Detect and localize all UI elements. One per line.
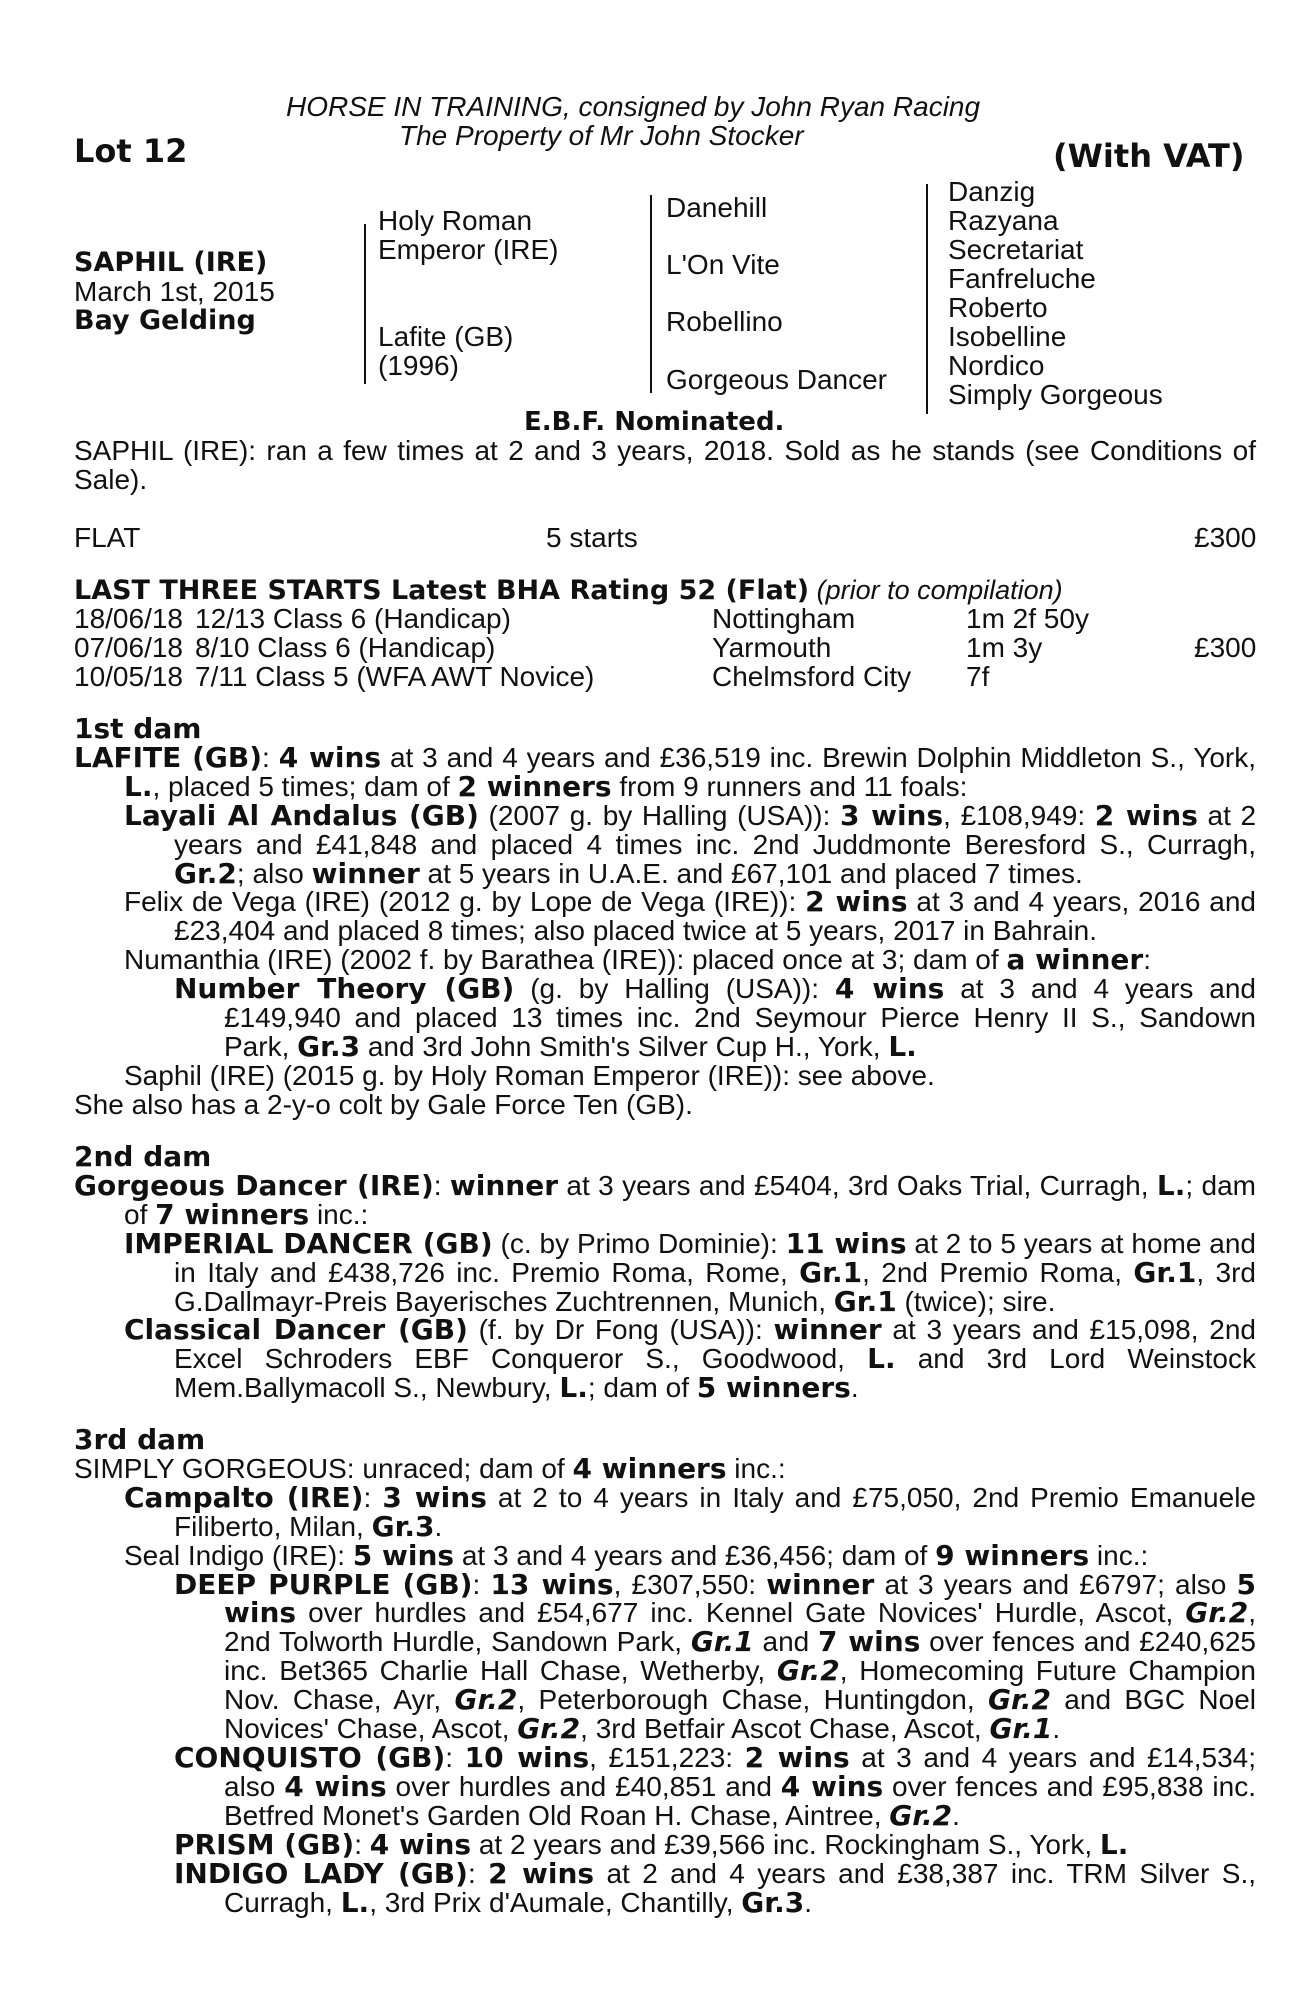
indigo-lady-name: INDIGO LADY (GB): [174, 1856, 468, 1890]
t: Gr.2: [1185, 1596, 1249, 1630]
t: Gr.2: [454, 1683, 518, 1717]
t: Gr.1: [1133, 1255, 1197, 1289]
t: Gr.1: [989, 1712, 1053, 1746]
t: L.: [124, 769, 153, 803]
start-3-date: 10/05/18: [74, 661, 183, 692]
imperial-dancer-name: IMPERIAL DANCER (GB): [124, 1226, 493, 1260]
prism-entry: [74, 1827, 1256, 1861]
t: 10 wins: [464, 1740, 590, 1774]
t: Gr.2: [517, 1712, 581, 1746]
second-dam-section: [74, 1140, 1257, 1405]
pedigree-divider-2: [650, 195, 652, 393]
t: 7 winners: [155, 1197, 310, 1231]
t: at 3 and 4 years and £36,519 inc. Brewin Dolphin Middleton S., York,: [381, 741, 1257, 773]
t: (twice); sire.: [896, 1285, 1056, 1317]
t: 11 wins: [785, 1226, 907, 1260]
lot-number: Lot 12: [74, 132, 188, 170]
t: L.: [1156, 1168, 1186, 1202]
t: 5 wins: [352, 1538, 455, 1572]
t: :: [445, 1741, 465, 1773]
classical-dancer-entry: [74, 1313, 1257, 1405]
prism-name: PRISM (GB): [174, 1827, 355, 1861]
t: Gr.1: [799, 1255, 863, 1289]
t: :: [472, 1568, 491, 1600]
t: , £108,949:: [943, 799, 1095, 831]
t: (g. by Halling (USA)):: [514, 973, 835, 1005]
last-three-note: (prior to compilation): [816, 575, 1063, 605]
t: Gr.2: [776, 1654, 840, 1688]
deep-purple-name: DEEP PURPLE (GB): [174, 1567, 473, 1601]
t: SIMPLY GORGEOUS: unraced; dam of: [74, 1452, 573, 1484]
pedigree-divider-3: [926, 184, 928, 414]
number-theory-entry: [74, 972, 1256, 1063]
t: , 3rd Betfair Ascot Chase, Ascot,: [580, 1713, 990, 1745]
t: at 3 years and £15,098, 2nd Excel Schroders EBF Conqueror S., Goodwood,: [174, 1314, 1256, 1375]
t: :: [467, 1857, 489, 1889]
t: over fences and £95,838 inc. Betfred Monet's Garden Old Roan H. Chase, Aintree,: [224, 1770, 1256, 1831]
horse-name: SAPHIL (IRE): [74, 247, 268, 278]
dam-year: (1996): [378, 350, 459, 381]
t: Gr.3: [371, 1509, 435, 1543]
t: .: [1052, 1713, 1061, 1745]
t: ; dam of: [587, 1372, 697, 1404]
start-1-course: Nottingham: [712, 603, 856, 634]
pedigree-divider-1: [364, 224, 366, 384]
dam-dam: Gorgeous Dancer: [666, 364, 888, 395]
summary-text: SAPHIL (IRE): ran a few times at 2 and 3 years, 2018. Sold as he stands (see Conditions of Sale).: [74, 435, 1256, 495]
last-three-heading: [74, 575, 1063, 606]
t: L.: [867, 1342, 896, 1376]
t: ; dam of: [124, 1169, 1257, 1230]
sire-sire: Danehill: [666, 192, 768, 223]
first-dam-section: [74, 712, 1257, 1120]
t: 3 wins: [382, 1480, 487, 1514]
also-line: She also has a 2-y-o colt by Gale Force Ten (GB).: [74, 1088, 693, 1120]
campalto-entry: [74, 1480, 1256, 1543]
last-three-title: LAST THREE STARTS Latest BHA Rating 52 (Flat): [74, 575, 810, 606]
first-dam-heading: 1st dam: [74, 712, 202, 745]
t: a winner: [1006, 943, 1144, 977]
campalto-name: Campalto (IRE): [124, 1480, 364, 1514]
t: at 3 and 4 years and £14,534; also: [224, 1741, 1257, 1802]
t: from 9 runners and 11 foals:: [611, 770, 968, 802]
t: 2 wins: [805, 885, 908, 919]
record-type: FLAT: [74, 522, 141, 553]
t: over hurdles and £54,677 inc. Kennel Gate Novices' Hurdle, Ascot,: [296, 1597, 1186, 1629]
t: inc.:: [1089, 1539, 1149, 1571]
start-3-result: 7/11 Class 5 (WFA AWT Novice): [195, 661, 595, 692]
t: L.: [340, 1885, 370, 1919]
classical-dancer-name: Classical Dancer (GB): [124, 1313, 468, 1347]
t: Gr.2: [174, 856, 237, 890]
t: Gr.3: [297, 1029, 361, 1063]
second-dam-entry: [74, 1168, 1257, 1231]
t: inc.:: [309, 1198, 369, 1230]
t: at 2 to 4 years in Italy and £75,050, 2nd Premio Emanuele Filiberto, Milan,: [174, 1481, 1256, 1542]
consignment-line: HORSE IN TRAINING, consigned by John Ryan Racing: [286, 91, 981, 122]
t: at 3 and 4 years and £36,456; dam of: [454, 1539, 936, 1571]
saphil-entry: Saphil (IRE) (2015 g. by Holy Roman Emperor (IRE)): see above.: [124, 1059, 935, 1091]
record-starts: 5 starts: [546, 522, 638, 553]
t: Gr.3: [741, 1885, 805, 1919]
t: winner: [311, 856, 420, 890]
dam-name: Lafite (GB): [378, 321, 514, 352]
t: :: [354, 1828, 370, 1860]
t: Gr.2: [889, 1798, 953, 1832]
t: 2 wins: [488, 1856, 595, 1890]
t: 4 wins: [284, 1769, 387, 1803]
t: .: [804, 1886, 812, 1918]
t: (f. by Dr Fong (USA)):: [467, 1314, 774, 1346]
third-dam-heading: 3rd dam: [74, 1423, 206, 1456]
t: , Homecoming Future Champion Nov. Chase, Ayr,: [224, 1655, 1256, 1716]
start-2-date: 07/06/18: [74, 632, 183, 663]
start-2-prize: £300: [1194, 632, 1257, 663]
gg-2: Razyana: [948, 205, 1059, 236]
start-1-result: 12/13 Class 6 (Handicap): [195, 603, 511, 634]
summary-paragraph: [74, 437, 1256, 495]
t: , Peterborough Chase, Huntingdon,: [517, 1684, 989, 1716]
horse-dob: March 1st, 2015: [74, 276, 275, 307]
t: over hurdles and £40,851 and: [386, 1770, 781, 1802]
start-1-date: 18/06/18: [74, 603, 183, 634]
t: at 2 to 5 years at home and in Italy and £438,726 inc. Premio Roma, Rome,: [174, 1227, 1257, 1288]
felix-entry: [74, 885, 1256, 947]
t: , £151,223:: [589, 1741, 745, 1773]
t: 4 wins: [278, 740, 382, 774]
t: .: [434, 1510, 443, 1542]
t: , 3rd Prix d'Aumale, Chantilly,: [369, 1886, 742, 1918]
t: at 2 and 4 years and £38,387 inc. TRM Silver S., Curragh,: [224, 1857, 1257, 1918]
t: at 3 years and £5404, 3rd Oaks Trial, Curragh,: [558, 1169, 1157, 1201]
t: Gr.1: [833, 1284, 897, 1318]
lafite-name: LAFITE (GB): [74, 740, 263, 774]
start-2-distance: 1m 3y: [966, 632, 1043, 663]
dam-sire: Robellino: [666, 306, 783, 337]
t: 4 wins: [369, 1827, 472, 1861]
conquisto-entry: [74, 1740, 1257, 1832]
first-dam-entry: [74, 740, 1257, 803]
sire-origin: Emperor (IRE): [378, 234, 559, 265]
t: (c. by Primo Dominie):: [492, 1227, 786, 1259]
t: Felix de Vega (IRE) (2012 g. by Lope de Vega (IRE)):: [124, 886, 806, 918]
t: Gr.2: [988, 1683, 1051, 1717]
third-dam-section: [74, 1423, 1257, 1919]
deep-purple-entry: [74, 1567, 1256, 1746]
t: (2007 g. by Halling (USA)):: [478, 799, 841, 831]
seal-indigo-entry: [74, 1538, 1256, 1572]
ebf-nominated: E.B.F. Nominated.: [524, 407, 785, 437]
conquisto-name: CONQUISTO (GB): [174, 1740, 446, 1774]
t: 5 winners: [696, 1371, 851, 1405]
t: ; also: [236, 857, 312, 889]
t: at 5 years in U.A.E. and £67,101 and placed 7 times.: [419, 857, 1083, 889]
t: , 2nd Premio Roma,: [862, 1256, 1134, 1288]
horse-sex: Bay Gelding: [74, 305, 256, 336]
t: 3 wins: [840, 798, 944, 832]
t: 2 winners: [457, 769, 612, 803]
start-2-course: Yarmouth: [712, 632, 832, 663]
gg-4: Fanfreluche: [948, 263, 1096, 294]
t: , placed 5 times; dam of: [152, 770, 458, 802]
imperial-dancer-entry: [74, 1226, 1257, 1318]
t: L.: [888, 1029, 917, 1063]
gg-1: Danzig: [948, 176, 1036, 207]
t: at 2 years and £41,848 and placed 4 times inc. 2nd Juddmonte Beresford S., Curragh,: [174, 799, 1257, 860]
t: Gr.1: [690, 1625, 754, 1659]
t: and: [753, 1626, 819, 1658]
t: inc.:: [726, 1452, 786, 1484]
t: at 3 years and £6797; also: [874, 1568, 1237, 1600]
t: winner: [766, 1567, 875, 1601]
gg-8: Simply Gorgeous: [948, 379, 1163, 410]
t: and 3rd Lord Weinstock Mem.Ballymacoll S., Newbury,: [174, 1343, 1257, 1404]
property-line: The Property of Mr John Stocker: [399, 120, 804, 151]
t: Numanthia (IRE) (2002 f. by Barathea (IRE)): placed once at 3; dam of: [124, 944, 1007, 976]
t: at 3 and 4 years and £149,940 and placed 13 times inc. 2nd Seymour Pierce Henry II S., Sandown Park,: [224, 973, 1256, 1062]
layali-name: Layali Al Andalus (GB): [124, 798, 479, 832]
sire-dam: L'On Vite: [666, 249, 780, 280]
t: .: [952, 1799, 960, 1831]
t: :: [433, 1169, 450, 1201]
third-dam-entry: [74, 1451, 1256, 1485]
layali-entry: [74, 798, 1257, 890]
t: .: [850, 1372, 859, 1404]
t: L.: [559, 1371, 588, 1405]
start-2-result: 8/10 Class 6 (Handicap): [195, 632, 496, 663]
t: 4 wins: [780, 1769, 884, 1803]
gorgeous-dancer-name: Gorgeous Dancer (IRE): [74, 1168, 434, 1202]
vat-label: (With VAT): [1053, 137, 1245, 175]
t: 4 winners: [572, 1451, 727, 1485]
start-3-distance: 7f: [966, 661, 990, 692]
t: , 2nd Tolworth Hurdle, Sandown Park,: [224, 1597, 1256, 1658]
t: 9 winners: [935, 1538, 1090, 1572]
start-3-course: Chelmsford City: [712, 661, 912, 692]
second-dam-heading: 2nd dam: [74, 1140, 212, 1173]
t: 2 wins: [744, 1740, 850, 1774]
t: L.: [1099, 1827, 1129, 1861]
gg-7: Nordico: [948, 350, 1045, 381]
t: 13 wins: [490, 1567, 614, 1601]
t: , 3rd G.Dallmayr-Preis Bayerisches Zuchtrennen, Munich,: [174, 1256, 1256, 1317]
t: 7 wins: [818, 1625, 921, 1659]
gg-5: Roberto: [948, 292, 1048, 323]
t: over fences and £240,625 inc. Bet365 Charlie Hall Chase, Wetherby,: [224, 1626, 1256, 1687]
t: :: [1143, 944, 1151, 976]
gg-6: Isobelline: [948, 321, 1067, 352]
t: 2 wins: [1094, 798, 1198, 832]
t: at 3 and 4 years, 2016 and £23,404 and placed 8 times; also placed twice at 5 years, 2017 in Bahrain.: [174, 886, 1256, 947]
start-1-distance: 1m 2f 50y: [966, 603, 1089, 634]
t: winner: [773, 1313, 882, 1347]
gg-3: Secretariat: [948, 234, 1084, 265]
sire-name: Holy Roman: [378, 205, 533, 236]
numanthia-entry: [74, 943, 1256, 977]
t: :: [262, 741, 279, 773]
t: 5 wins: [224, 1567, 1256, 1630]
t: winner: [449, 1168, 559, 1202]
t: and 3rd John Smith's Silver Cup H., York,: [360, 1030, 889, 1062]
number-theory-name: Number Theory (GB): [174, 972, 515, 1006]
t: 4 wins: [834, 972, 945, 1006]
t: , £307,550:: [613, 1568, 767, 1600]
t: :: [363, 1481, 383, 1513]
record-earnings: £300: [1194, 522, 1257, 553]
t: and BGC Noel Novices' Chase, Ascot,: [224, 1684, 1256, 1745]
t: Seal Indigo (IRE):: [124, 1539, 353, 1571]
indigo-lady-entry: [74, 1856, 1257, 1919]
t: at 2 years and £39,566 inc. Rockingham S., York,: [471, 1828, 1100, 1860]
